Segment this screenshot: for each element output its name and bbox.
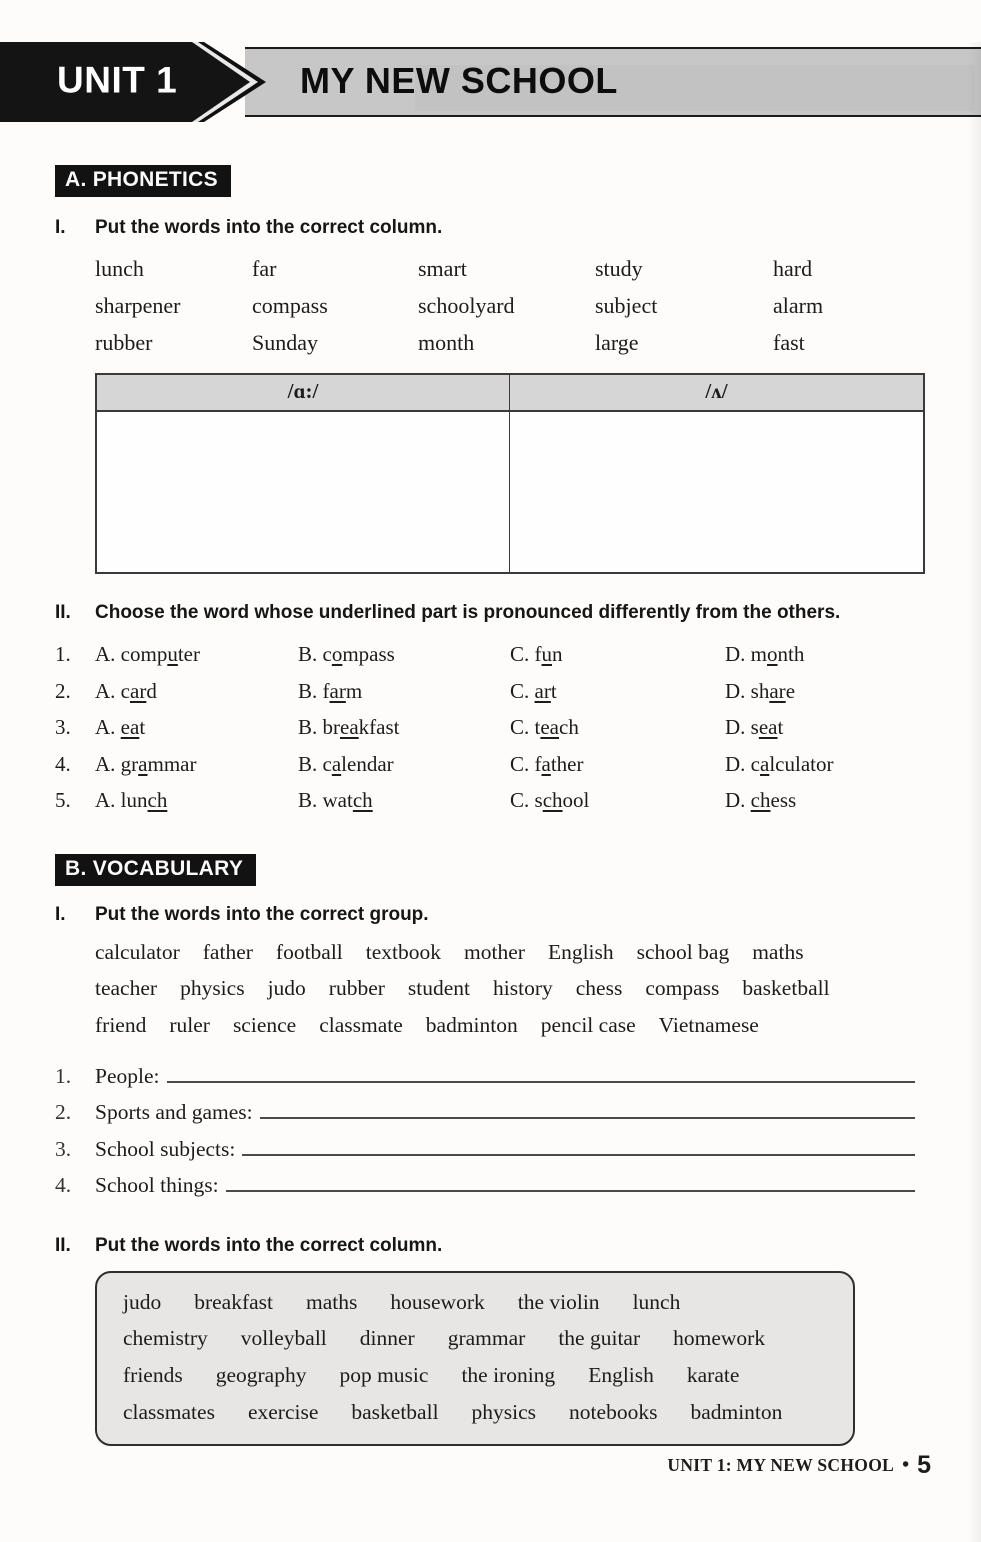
word-box-line [123, 1394, 839, 1431]
choice-row [55, 782, 981, 819]
underlined-letters: ch [352, 788, 373, 812]
word-box-line [123, 1357, 839, 1394]
unit-banner [0, 42, 981, 122]
box-word: notebooks [569, 1400, 658, 1425]
column-header-uh: /ʌ/ [705, 379, 728, 403]
pool-word: football [275, 939, 343, 964]
phonetics-ex1-instruction-row [55, 217, 981, 239]
option-label: C. [510, 678, 535, 703]
underlined-letters: u [167, 642, 178, 666]
group-label: People: [95, 1064, 160, 1088]
box-word: dinner [359, 1326, 415, 1351]
word-box-line [123, 1320, 839, 1357]
option-label: B. [298, 788, 323, 812]
group-row [55, 1093, 915, 1129]
phonetics-word: smart [418, 256, 467, 281]
option-label: B. [298, 715, 323, 739]
option-label: D. [725, 678, 751, 703]
choice-option[interactable]: B. breakfast [298, 715, 400, 739]
choice-option[interactable]: D. chess [725, 788, 797, 812]
underlined-letters: ea [340, 715, 359, 739]
underlined-letters: a [541, 751, 551, 776]
box-word: judo [123, 1289, 162, 1314]
vocab-word-pool [95, 934, 921, 1044]
pool-word: student [407, 976, 471, 1000]
page-footer [667, 1451, 931, 1480]
box-word: friends [123, 1363, 183, 1388]
option-label: C. [510, 751, 535, 776]
choice-option[interactable]: C. fun [510, 642, 563, 666]
unit-title: MY NEW SCHOOL [300, 60, 618, 102]
choice-option[interactable]: A. card [95, 678, 157, 703]
underlined-letters: o [767, 642, 778, 666]
pool-word: physics [180, 976, 245, 1000]
box-word: basketball [351, 1400, 439, 1425]
choice-option[interactable]: B. farm [298, 678, 363, 703]
choice-row [55, 746, 981, 783]
answer-table-body [97, 412, 923, 572]
phonetics-word: sharpener [95, 293, 181, 318]
box-word: the guitar [558, 1326, 641, 1351]
pool-word: judo [267, 976, 306, 1000]
box-word: geography [215, 1363, 307, 1388]
option-label: A. [95, 788, 121, 812]
section-heading-vocabulary: B. VOCABULARY [55, 854, 256, 886]
group-label: School things: [95, 1173, 219, 1198]
word-pool-line [95, 934, 921, 971]
box-word: the ironing [461, 1363, 556, 1388]
underlined-letters: ar [534, 678, 551, 703]
footer-bullet: • [902, 1454, 910, 1476]
underlined-letters: ar [130, 678, 147, 703]
pool-word: science [232, 1012, 297, 1037]
box-word: physics [471, 1400, 537, 1425]
row-number: 1. [55, 1064, 72, 1088]
phonetics-word-grid [95, 251, 981, 361]
exercise-instruction: Put the words into the correct column. [95, 217, 443, 238]
option-label: B. [298, 678, 323, 703]
box-word: chemistry [123, 1326, 208, 1351]
underlined-letters: ar [329, 678, 346, 703]
underlined-letters: u [541, 642, 553, 666]
underlined-letters: ar [769, 678, 786, 703]
row-number: 4. [55, 1173, 72, 1198]
underlined-letters: o [331, 642, 343, 666]
underlined-letters: ch [542, 788, 563, 812]
pool-word: English [547, 939, 614, 964]
unit-label: UNIT 1 [57, 59, 178, 101]
answer-cell-uh[interactable] [510, 412, 923, 572]
option-label: B. [298, 751, 323, 776]
exercise-instruction: Choose the word whose underlined part is pronounced differently from the others. [95, 602, 841, 623]
group-row [55, 1130, 915, 1166]
row-number: 3. [55, 1136, 72, 1161]
phonetics-word: fast [773, 330, 805, 355]
choice-option[interactable]: D. calculator [725, 751, 834, 776]
exercise-numeral: II. [55, 602, 71, 623]
vocab-word-box [95, 1271, 855, 1446]
choice-option[interactable]: C. art [510, 678, 557, 703]
choice-option[interactable]: B. watch [298, 788, 373, 812]
pool-word: father [202, 939, 253, 964]
choice-option[interactable]: D. seat [725, 715, 784, 739]
underlined-letters: ch [750, 788, 771, 812]
pool-word: Vietnamese [658, 1012, 759, 1037]
choice-option[interactable]: A. grammar [95, 751, 197, 776]
box-word: lunch [632, 1289, 681, 1314]
option-label: A. [95, 642, 121, 666]
group-row [55, 1166, 915, 1202]
box-word: badminton [690, 1400, 783, 1425]
phonetics-word: compass [252, 293, 328, 318]
phonetics-word: lunch [95, 256, 144, 281]
exercise-instruction: Put the words into the correct group. [95, 903, 429, 925]
column-header-a-long: /ɑ:/ [97, 375, 510, 410]
box-word: karate [686, 1363, 740, 1388]
row-number: 2. [55, 1100, 72, 1125]
phonetics-word: far [252, 256, 277, 281]
underlined-letters: ch [147, 788, 168, 812]
underlined-letters: ea [120, 715, 140, 739]
word-pool-line [95, 970, 921, 1007]
pool-word: school bag [636, 939, 730, 964]
row-number: 5. [55, 788, 71, 812]
choice-option[interactable]: A. computer [95, 642, 200, 666]
box-word: breakfast [194, 1289, 274, 1314]
word-pool-line [95, 1007, 921, 1044]
answer-blank[interactable] [260, 1093, 915, 1119]
choice-option[interactable]: C. school [510, 788, 590, 812]
box-word: the violin [517, 1289, 600, 1314]
choice-option[interactable]: B. compass [298, 642, 395, 666]
phonetics-word: schoolyard [418, 293, 515, 318]
option-label: C. [510, 642, 535, 666]
exercise-instruction: Put the words into the correct column. [95, 1234, 443, 1256]
phonetics-word: hard [773, 256, 813, 281]
pool-word: badminton [425, 1012, 518, 1037]
section-heading-phonetics: A. PHONETICS [55, 165, 231, 197]
pool-word: history [493, 976, 553, 1000]
row-number: 3. [55, 715, 71, 739]
page-number: 5 [917, 1451, 931, 1479]
option-label: D. [725, 788, 751, 812]
underlined-letters: ea [540, 715, 560, 739]
box-word: classmates [123, 1400, 215, 1425]
choice-option[interactable]: D. share [725, 678, 796, 703]
box-word: pop music [339, 1363, 429, 1388]
exercise-numeral: II. [55, 1234, 71, 1256]
phonetics-ex2-instruction-row [55, 602, 981, 624]
option-label: C. [510, 788, 535, 812]
row-number: 1. [55, 642, 71, 666]
box-word: homework [673, 1326, 766, 1351]
option-label: B. [298, 642, 323, 666]
row-number: 2. [55, 678, 71, 703]
footer-unit-label: UNIT 1: MY NEW SCHOOL [667, 1455, 895, 1475]
answer-cell-a-long[interactable] [97, 412, 510, 572]
phonetics-word: large [595, 330, 639, 355]
box-word: housework [390, 1289, 485, 1314]
choice-row [55, 673, 981, 710]
box-word: grammar [447, 1326, 526, 1351]
phonetics-word: alarm [773, 293, 824, 318]
pool-word: ruler [169, 1012, 210, 1037]
pool-word: calculator [95, 939, 180, 964]
pool-word: rubber [328, 976, 385, 1000]
pool-word: mother [464, 939, 525, 964]
choice-option[interactable]: C. father [510, 751, 584, 776]
option-label: C. [510, 715, 535, 739]
pool-word: teacher [95, 976, 158, 1000]
answer-blank[interactable] [167, 1057, 916, 1083]
pool-word: chess [575, 976, 623, 1000]
pool-word: compass [645, 976, 720, 1000]
choice-option[interactable]: D. month [725, 642, 805, 666]
box-word: maths [306, 1289, 358, 1314]
option-label: D. [725, 715, 751, 739]
box-word: English [588, 1363, 654, 1388]
choice-row [55, 636, 981, 673]
pool-word: maths [752, 939, 804, 964]
phonetics-word: study [595, 256, 643, 281]
option-label: D. [725, 751, 751, 776]
row-number: 4. [55, 751, 71, 776]
choice-option[interactable]: A. eat [95, 715, 146, 739]
group-label: Sports and games: [95, 1100, 253, 1125]
option-label: A. [95, 678, 121, 703]
vocab-ex2-instruction-row [55, 1235, 981, 1257]
choice-row [55, 709, 981, 746]
underlined-letters: a [138, 751, 148, 776]
pool-word: basketball [742, 976, 830, 1000]
pool-word: classmate [319, 1012, 403, 1037]
phonetics-word: subject [595, 293, 658, 318]
pool-word: pencil case [540, 1012, 636, 1037]
option-label: A. [95, 751, 121, 776]
group-label: School subjects: [95, 1136, 236, 1161]
answer-blank[interactable] [242, 1130, 915, 1156]
option-label: A. [95, 715, 121, 739]
vocab-ex1-instruction-row [55, 904, 981, 926]
exercise-numeral: I. [55, 217, 66, 238]
word-box-line [123, 1284, 839, 1321]
box-word: volleyball [240, 1326, 327, 1351]
underlined-letters: a [331, 751, 342, 776]
phonetics-word: Sunday [252, 330, 318, 355]
group-row [55, 1057, 915, 1093]
vocab-group-blanks [0, 1057, 915, 1203]
choice-option[interactable]: C. teach [510, 715, 579, 739]
phonetics-answer-table [95, 373, 925, 574]
answer-blank[interactable] [226, 1166, 915, 1192]
choice-option[interactable]: B. calendar [298, 751, 394, 776]
box-word: exercise [247, 1400, 319, 1425]
underlined-letters: ea [758, 715, 778, 739]
pool-word: textbook [365, 939, 442, 964]
exercise-numeral: I. [55, 903, 66, 925]
phonetics-word: rubber [95, 330, 153, 355]
underlined-letters: a [760, 751, 770, 776]
phonetics-ex2-rows [0, 636, 981, 819]
phonetics-word: month [418, 330, 475, 355]
pool-word: friend [95, 1012, 147, 1037]
answer-table-header [97, 375, 923, 412]
choice-option[interactable]: A. lunch [95, 788, 168, 812]
option-label: D. [725, 642, 751, 666]
